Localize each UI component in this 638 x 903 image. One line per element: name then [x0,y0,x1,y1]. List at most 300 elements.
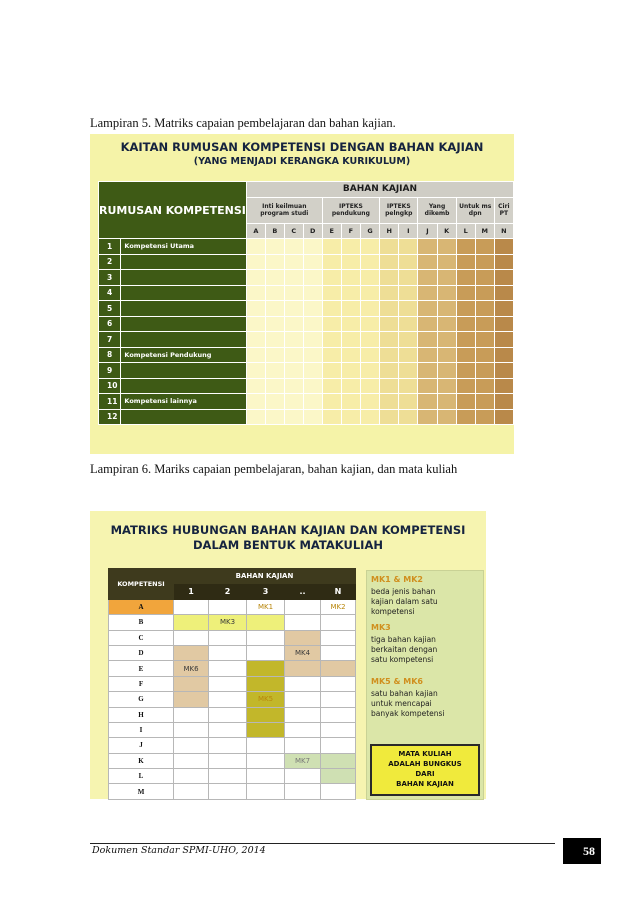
competency-label: J [109,738,174,753]
matrix-cell [399,239,418,255]
table-row [109,722,356,737]
column-letter: G [360,223,379,239]
competency-label: H [109,707,174,722]
matrix-cell [380,270,399,286]
matrix-cell [456,378,475,394]
legend-desc-mk5-mk6: satu bahan kajian untuk mencapai banyak kompetensi [371,689,445,718]
matrix-cell [437,239,456,255]
table-row [109,753,356,768]
matrix-cell [341,254,360,270]
matrix-cell [380,347,399,363]
matrix-cell [475,316,494,332]
group-header: IPTEKS pelngkp [380,197,418,223]
table-row [109,769,356,784]
matrix-cell [209,630,247,645]
matrix-cell [399,301,418,317]
row-number: 2 [99,254,121,270]
matrix-cell [209,784,247,799]
matrix-cell [380,239,399,255]
matrix-cell [285,599,321,614]
competency-label: B [109,615,174,630]
matrix-cell [322,285,341,301]
matrix-cell [247,769,285,784]
matrix-cell [322,239,341,255]
matrix-cell [209,707,247,722]
row-label: Kompetensi lainnya [121,394,247,410]
row-label: Kompetensi Pendukung [121,347,247,363]
matrix-cell [418,363,437,379]
matrix-cell [399,378,418,394]
matrix-cell [209,722,247,737]
matrix-cell [360,347,379,363]
table-row [99,239,514,255]
matrix-cell [475,270,494,286]
matrix-cell [209,753,247,768]
matrix-cell [174,599,209,614]
matrix-cell [360,285,379,301]
matrix-cell [360,301,379,317]
group-header: Inti keilmuan program studi [246,197,322,223]
matrix-cell [437,332,456,348]
table-row [99,316,514,332]
matrix-cell [321,645,356,660]
bahan-kajian-header: BAHAN KAJIAN [246,182,513,198]
matrix-cell [265,239,284,255]
matrix-cell [418,254,437,270]
matrix-cell [322,409,341,425]
matrix-cell [475,301,494,317]
matrix-cell [437,409,456,425]
matrix-cell [399,254,418,270]
matrix-cell [341,332,360,348]
bahan-kajian-header-2: BAHAN KAJIAN [174,569,356,584]
matrix-cell [284,378,303,394]
matrix-cell [303,270,322,286]
row-label [121,254,247,270]
matrix-cell [475,239,494,255]
table-row [109,630,356,645]
table-row [109,599,356,614]
competency-label: K [109,753,174,768]
matrix-cell [418,394,437,410]
table-row [109,676,356,691]
matrix-cell [341,394,360,410]
matrix-cell [209,645,247,660]
matrix-cell [284,270,303,286]
matrix-cell [341,239,360,255]
kompetensi-header: KOMPETENSI [109,569,174,600]
matrix-cell [456,239,475,255]
matrix-cell [494,394,513,410]
course-cell: MK3 [209,615,247,630]
matrix-cell [247,707,285,722]
rumusan-kompetensi-header: RUMUSAN KOMPETENSI [99,182,247,239]
column-number: .. [285,584,321,599]
row-label [121,378,247,394]
matrix-cell [265,378,284,394]
row-label [121,332,247,348]
matrix-cell [475,394,494,410]
matrix-cell [475,285,494,301]
matrix-cell [209,661,247,676]
matrix-cell [321,784,356,799]
matrix-cell [437,285,456,301]
matrix-cell [341,270,360,286]
matrix-cell [418,332,437,348]
matrix-cell [247,661,285,676]
matrix-cell [285,707,321,722]
column-number: 2 [209,584,247,599]
matrix-cell [303,301,322,317]
row-number: 1 [99,239,121,255]
matrix-cell [456,254,475,270]
matrix-cell [437,347,456,363]
matrix-cell [437,394,456,410]
legend-desc-mk3: tiga bahan kajian berkaitan dengan satu kompetensi [371,635,438,664]
matrix-cell [321,707,356,722]
column-number: N [321,584,356,599]
matrix-cell [321,692,356,707]
matrix-cell [475,409,494,425]
matrix-cell [360,270,379,286]
matrix-cell [475,363,494,379]
matrix-cell [284,409,303,425]
competency-label: F [109,676,174,691]
table-row [109,661,356,676]
matrix-cell [399,270,418,286]
row-number: 10 [99,378,121,394]
matrix-cell [494,254,513,270]
figure1-title: KAITAN RUMUSAN KOMPETENSI DENGAN BAHAN KAJIAN [120,140,484,154]
matrix-cell [284,363,303,379]
matrix-cell [341,347,360,363]
column-letter: F [341,223,360,239]
matrix-cell [380,409,399,425]
group-header: Ciri PT [494,197,513,223]
table-row [99,301,514,317]
table-row [109,615,356,630]
competency-label: E [109,661,174,676]
table-row [109,738,356,753]
matrix-cell [341,409,360,425]
competency-label: A [109,599,174,614]
matrix-cell [246,332,265,348]
matrix-cell [265,316,284,332]
matrix-cell [322,316,341,332]
matrix-cell [247,645,285,660]
matrix-cell [303,239,322,255]
matrix-cell [456,332,475,348]
matrix-cell [209,738,247,753]
matrix-cell [322,332,341,348]
row-label [121,409,247,425]
matrix-cell [265,254,284,270]
matrix-cell [247,753,285,768]
course-cell: MK7 [285,753,321,768]
row-number: 11 [99,394,121,410]
legend-heading-mk1-mk2: MK1 & MK2 [371,575,423,584]
matrix-cell [437,254,456,270]
caption-lampiran-5: Lampiran 5. Matriks capaian pembelajaran dan bahan kajian. [90,116,396,130]
matrix-cell [174,753,209,768]
matrix-cell [437,363,456,379]
matrix-cell [322,301,341,317]
matrix-cell [285,769,321,784]
matrix-cell [246,409,265,425]
matrix-cell [303,363,322,379]
table-row [109,645,356,660]
row-label [121,363,247,379]
matrix-cell [399,332,418,348]
table-row [109,707,356,722]
column-letter: K [437,223,456,239]
competency-label: M [109,784,174,799]
matrix-cell [246,316,265,332]
matrix-cell [322,378,341,394]
matrix-cell [360,378,379,394]
page-number: 58 [563,838,601,864]
competency-label: G [109,692,174,707]
matrix-cell [246,301,265,317]
matrix-cell [360,409,379,425]
competency-matrix [98,181,514,425]
matrix-cell [321,769,356,784]
matrix-cell [494,270,513,286]
matrix-cell [284,239,303,255]
matrix-cell [341,285,360,301]
matrix-cell [265,332,284,348]
matrix-cell [265,301,284,317]
matrix-cell [494,332,513,348]
figure1-subtitle: (YANG MENJADI KERANGKA KURIKULUM) [193,156,411,167]
matrix-cell [475,332,494,348]
matrix-cell [246,270,265,286]
matrix-cell [437,316,456,332]
legend-summary-box: MATA KULIAH ADALAH BUNGKUS DARI BAHAN KAJIAN [370,744,480,796]
column-number: 3 [247,584,285,599]
matrix-cell [247,722,285,737]
column-letter: A [246,223,265,239]
matrix-cell [380,285,399,301]
matrix-cell [246,363,265,379]
matrix-cell [360,316,379,332]
table-row [99,332,514,348]
matrix-cell [321,676,356,691]
row-label: Kompetensi Utama [121,239,247,255]
matrix-cell [399,285,418,301]
matrix-cell [174,615,209,630]
matrix-cell [284,301,303,317]
matrix-cell [284,332,303,348]
matrix-cell [246,285,265,301]
matrix-cell [174,692,209,707]
matrix-cell [303,254,322,270]
row-number: 3 [99,270,121,286]
row-label [121,285,247,301]
table-row [109,784,356,799]
column-number: 1 [174,584,209,599]
matrix-cell [456,363,475,379]
course-cell: MK1 [247,599,285,614]
matrix-cell [174,645,209,660]
competency-label: L [109,769,174,784]
matrix-cell [322,347,341,363]
matrix-cell [246,378,265,394]
matrix-cell [321,722,356,737]
matrix-cell [418,347,437,363]
matrix-cell [322,254,341,270]
table-row [99,347,514,363]
matrix-cell [322,394,341,410]
competency-label: D [109,645,174,660]
row-number: 7 [99,332,121,348]
matrix-cell [437,378,456,394]
legend-heading-mk5-mk6: MK5 & MK6 [371,677,423,686]
matrix-cell [418,270,437,286]
matrix-cell [399,316,418,332]
footer-divider [90,843,555,844]
matrix-cell [437,270,456,286]
matrix-cell [247,630,285,645]
matrix-cell [322,270,341,286]
matrix-cell [341,378,360,394]
column-letter: E [322,223,341,239]
row-number: 12 [99,409,121,425]
matrix-cell [341,363,360,379]
matrix-cell [494,316,513,332]
matrix-cell [265,409,284,425]
matrix-cell [285,630,321,645]
table-row [99,394,514,410]
matrix-cell [174,707,209,722]
figure2-title-line2: DALAM BENTUK MATAKULIAH [193,538,383,552]
matrix-cell [265,285,284,301]
matrix-cell [380,254,399,270]
matrix-cell [321,630,356,645]
matrix-cell [475,254,494,270]
column-letter: C [284,223,303,239]
matrix-cell [284,347,303,363]
matrix-cell [399,394,418,410]
figure-matriks-hubungan [90,511,486,799]
group-header: Untuk ms dpn [456,197,494,223]
matrix-cell [380,301,399,317]
matrix-cell [246,394,265,410]
matrix-cell [285,661,321,676]
matrix-cell [494,301,513,317]
row-label [121,270,247,286]
matrix-cell [247,738,285,753]
matrix-cell [303,285,322,301]
row-number: 4 [99,285,121,301]
matrix-cell [380,316,399,332]
matrix-cell [360,363,379,379]
matrix-cell [399,363,418,379]
matrix-cell [475,347,494,363]
legend-heading-mk3: MK3 [371,623,391,632]
matrix-cell [303,347,322,363]
legend-panel [366,570,484,800]
column-letter: N [494,223,513,239]
matrix-cell [418,378,437,394]
column-letter: H [380,223,399,239]
matrix-cell [456,394,475,410]
course-cell: MK6 [174,661,209,676]
matrix-cell [341,316,360,332]
competency-label: I [109,722,174,737]
matrix-cell [265,270,284,286]
matrix-cell [322,363,341,379]
matrix-cell [303,394,322,410]
matrix-cell [437,301,456,317]
matrix-cell [209,692,247,707]
matrix-cell [247,676,285,691]
matrix-cell [246,254,265,270]
row-number: 8 [99,347,121,363]
matrix-cell [321,753,356,768]
matrix-cell [360,332,379,348]
table-row [99,285,514,301]
matrix-cell [284,316,303,332]
column-letter: M [475,223,494,239]
footer-document-title: Dokumen Standar SPMI-UHO, 2014 [92,845,266,856]
matrix-cell [174,722,209,737]
matrix-cell [247,784,285,799]
matrix-cell [284,394,303,410]
matrix-cell [456,270,475,286]
matrix-cell [494,347,513,363]
matrix-cell [494,378,513,394]
matrix-cell [456,347,475,363]
matrix-cell [321,615,356,630]
matrix-cell [209,676,247,691]
column-letter: J [418,223,437,239]
matrix-cell [247,615,285,630]
caption-lampiran-6: Lampiran 6. Mariks capaian pembelajaran, bahan kajian, dan mata kuliah [90,462,458,476]
row-label [121,301,247,317]
matrix-cell [399,347,418,363]
matrix-cell [284,285,303,301]
matrix-cell [360,254,379,270]
table-row [99,378,514,394]
legend-desc-mk1-mk2: beda jenis bahan kajian dalam satu kompetensi [371,587,438,616]
matrix-cell [285,692,321,707]
matrix-cell [380,332,399,348]
table-row [109,692,356,707]
matrix-cell [418,316,437,332]
matrix-cell [285,676,321,691]
matrix-cell [265,363,284,379]
matrix-cell [456,409,475,425]
matrix-cell [456,301,475,317]
table-row [99,363,514,379]
matrix-cell [285,784,321,799]
matrix-cell [284,254,303,270]
matrix-cell [174,630,209,645]
matrix-cell [418,239,437,255]
matrix-cell [265,347,284,363]
matrix-cell [303,378,322,394]
matrix-cell [380,378,399,394]
matrix-cell [285,722,321,737]
matrix-cell [303,409,322,425]
matrix-cell [399,409,418,425]
matrix-cell [209,599,247,614]
matrix-cell [456,316,475,332]
matrix-cell [494,409,513,425]
matrix-cell [360,239,379,255]
matrix-cell [246,347,265,363]
